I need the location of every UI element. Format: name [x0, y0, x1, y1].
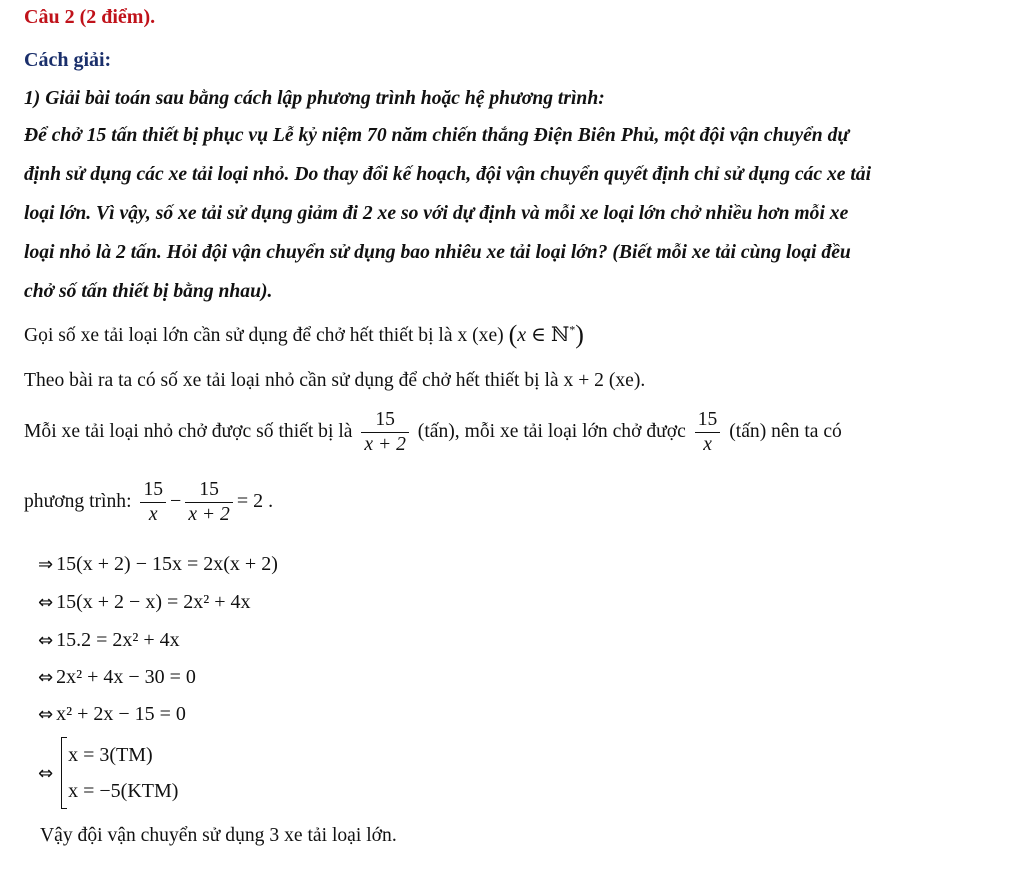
solution-line-3 — [24, 408, 842, 457]
condition: (x ∈ ℕ*) — [508, 320, 584, 349]
equation-fraction-1 — [140, 478, 166, 527]
case-1: x = 3(TM) — [68, 744, 153, 766]
condition-sup: * — [569, 322, 576, 337]
implies-arrow-icon: ⇒ — [38, 554, 54, 575]
problem-line-3: định sử dụng các xe tải loại nhỏ. Do thay đổi kế hoạch, đội vận chuyển quyết định chỉ sử dụng các xe tải — [24, 164, 872, 185]
fraction-denominator: x — [703, 434, 712, 455]
fraction-large-truck — [695, 408, 721, 457]
step-expr: 15(x + 2) − 15x = 2x(x + 2) — [56, 553, 278, 575]
equivalent-arrow-icon: ⇔ — [38, 704, 54, 725]
case-2: x = −5(KTM) — [68, 780, 179, 802]
step-5 — [38, 703, 186, 726]
solution-line-3-b: (tấn), mỗi xe tải loại lớn chở được — [417, 421, 686, 442]
equivalent-arrow-icon: ⇔ — [38, 762, 54, 784]
fraction-small-truck — [361, 408, 409, 457]
step-1 — [38, 553, 278, 576]
step-expr: x² + 2x − 15 = 0 — [56, 703, 186, 725]
equation-line — [24, 478, 273, 527]
step-3 — [38, 629, 180, 652]
problem-line-1: 1) Giải bài toán sau bằng cách lập phương trình hoặc hệ phương trình: — [24, 88, 605, 109]
final-system — [38, 737, 178, 809]
problem-line-4: loại lớn. Vì vậy, số xe tải sử dụng giảm đi 2 xe so với dự định và mỗi xe loại lớn chở nhiều hơn mỗi xe — [24, 203, 849, 224]
fraction-denominator: x — [148, 504, 158, 525]
equivalent-arrow-icon: ⇔ — [38, 630, 54, 651]
step-2 — [38, 591, 251, 614]
condition-set: ℕ — [550, 324, 570, 346]
equation-fraction-2 — [185, 478, 233, 527]
fraction-numerator: 15 — [695, 408, 721, 433]
conclusion: Vậy đội vận chuyển sử dụng 3 xe tải loại lớn. — [40, 825, 397, 846]
solution-line-2: Theo bài ra ta có số xe tải loại nhỏ cần sử dụng để chở hết thiết bị là x + 2 (xe). — [24, 370, 646, 391]
equation-label: phương trình: — [24, 491, 132, 512]
problem-line-6: chở số tấn thiết bị bằng nhau). — [24, 281, 273, 302]
fraction-numerator: 15 — [361, 408, 409, 433]
equation-minus: − — [170, 490, 182, 512]
step-4 — [38, 666, 196, 689]
equivalent-arrow-icon: ⇔ — [38, 592, 54, 613]
fraction-denominator: x + 2 — [364, 434, 406, 455]
solution-line-3-a: Mỗi xe tải loại nhỏ chở được số thiết bị là — [24, 421, 353, 442]
solution-line-3-c: (tấn) nên ta có — [729, 421, 842, 442]
condition-var: x — [517, 324, 527, 346]
condition-in: ∈ — [531, 324, 546, 346]
fraction-numerator: 15 — [185, 478, 233, 503]
solution-line-1-text: Gọi số xe tải loại lớn cần sử dụng để chở hết thiết bị là x (xe) — [24, 325, 504, 346]
fraction-numerator: 15 — [140, 478, 166, 503]
step-expr: 15.2 = 2x² + 4x — [56, 629, 180, 651]
problem-line-2: Để chở 15 tấn thiết bị phục vụ Lễ kỷ niệm 70 năm chiến thắng Điện Biên Phủ, một đội vận chuyển dự — [24, 125, 850, 146]
question-title: Câu 2 (2 điểm). — [24, 6, 156, 28]
step-expr: 15(x + 2 − x) = 2x² + 4x — [56, 591, 251, 613]
fraction-denominator: x + 2 — [188, 504, 230, 525]
solution-line-1 — [24, 320, 584, 350]
equation-rhs: = 2 . — [236, 490, 274, 512]
solution-bracket — [61, 737, 178, 809]
problem-line-5: loại nhỏ là 2 tấn. Hỏi đội vận chuyển sử dụng bao nhiêu xe tải loại lớn? (Biết mỗi xe tải cùng loại đều — [24, 242, 851, 263]
solution-label: Cách giải: — [24, 49, 112, 71]
equivalent-arrow-icon: ⇔ — [38, 667, 54, 688]
step-expr: 2x² + 4x − 30 = 0 — [56, 666, 196, 688]
